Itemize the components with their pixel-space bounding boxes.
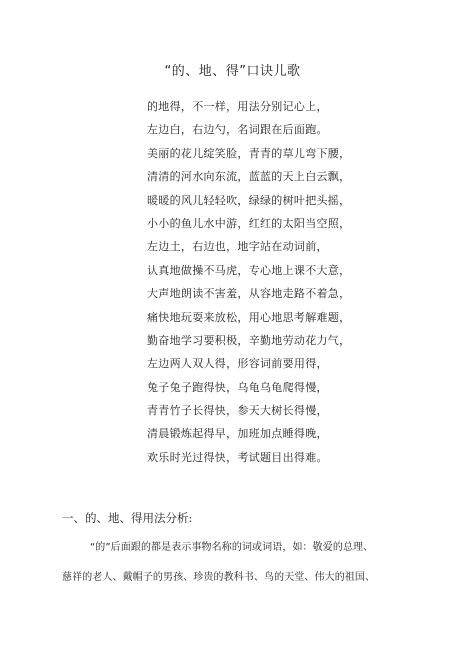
verse-line: 暖暖的风儿轻轻吹，绿绿的树叶把头摇， bbox=[147, 193, 351, 207]
verse-line: 欢乐时光过得快，考试题目出得难。 bbox=[147, 450, 328, 464]
verse-line: 清清的河水向东流，蓝蓝的天上白云飘， bbox=[147, 170, 351, 184]
verse-line: 小小的鱼儿水中游，红红的太阳当空照， bbox=[147, 216, 351, 230]
verse-line: 左边两人双人得，形容词前要用得， bbox=[147, 357, 328, 371]
verse-line: 大声地朗读不害羞，从容地走路不着急， bbox=[147, 287, 351, 301]
verse-line: 认真地做操不马虎，专心地上课不大意， bbox=[147, 263, 351, 277]
verse-line: 勤奋地学习要积极，辛勤地劳动花力气， bbox=[147, 333, 351, 347]
document-title: “的、地、得”口诀儿歌 bbox=[164, 64, 301, 79]
verse-line: 左边白，右边勺，名词跟在后面跑。 bbox=[147, 123, 328, 137]
verse-line: 美丽的花儿绽笑脸，青青的草儿弯下腰， bbox=[147, 146, 351, 160]
verse-line: 清晨锻炼起得早，加班加点睡得晚， bbox=[147, 427, 328, 441]
verse-block bbox=[147, 100, 447, 474]
verse-line: 的地得，不一样，用法分别记心上， bbox=[147, 100, 328, 113]
verse-line: 青青竹子长得快，参天大树长得慢， bbox=[147, 404, 328, 418]
section-heading: 一、的、地、得用法分析: bbox=[62, 511, 193, 525]
verse-line: 兔子兔子跑得快，乌龟乌龟爬得慢， bbox=[147, 380, 328, 394]
verse-line: 痛快地玩耍来放松，用心地思考解难题， bbox=[147, 310, 351, 324]
paragraph-line: 慈祥的老人、戴帽子的男孩、珍贵的教科书、鸟的天堂、伟大的祖国、 bbox=[62, 572, 376, 583]
paragraph-line: “的”后面跟的都是表示事物名称的词或词语，如：敬爱的总理、 bbox=[90, 542, 374, 553]
verse-line: 左边土，右边也，地字站在动词前， bbox=[147, 240, 328, 254]
